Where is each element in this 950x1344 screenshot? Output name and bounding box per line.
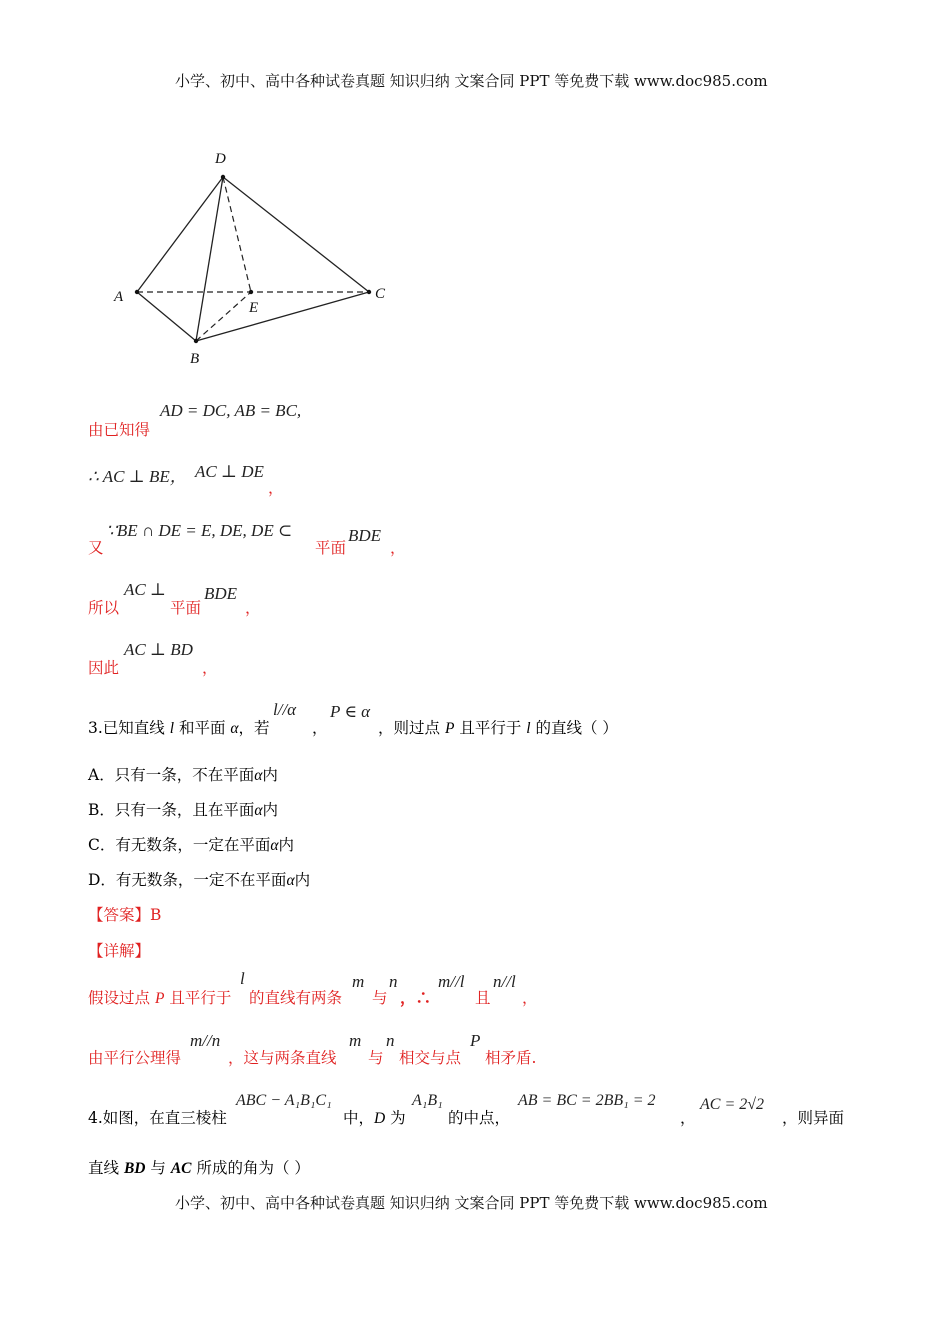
label-B: B [190, 351, 200, 367]
q3-sol1-part1 [88, 986, 231, 1008]
tetrahedron-figure [100, 145, 400, 370]
q3-option-a-tail: 内 [262, 766, 278, 784]
q3-sol1-t5: ，∴ [400, 988, 432, 1007]
edge-BC [196, 292, 369, 341]
proof-line4-math2: BDE [204, 584, 238, 603]
page-footer: 小学、初中、高中各种试卷真题 知识归纳 文案合同 PPT 等免费下载 www.doc985.com [175, 1194, 768, 1212]
q3-sol2-t2: ，这与两条直线 [228, 1049, 337, 1067]
proof-line4-text2: 平面 [170, 599, 202, 617]
q3-answer: 【答案】B [88, 906, 162, 924]
proof-line2-tail: ， [268, 479, 284, 497]
q4-segment: A₁B₁ [412, 1092, 443, 1109]
edge-DC [223, 177, 369, 292]
q4-t3: 为 [385, 1109, 406, 1127]
q4-prism: ABC − A₁B₁C₁ [236, 1092, 332, 1109]
q3-stem-f: 的直线（ ） [530, 719, 618, 737]
q4-t4: 的中点， [448, 1109, 511, 1127]
label-E: E [249, 300, 259, 316]
vertex-B [194, 339, 198, 343]
vertex-C [367, 290, 371, 294]
q3-sol1-t6: 且 [475, 989, 491, 1007]
q3-var-alpha: α [230, 720, 239, 737]
proof-line1-math: AD = DC, AB = BC, [160, 401, 302, 420]
edge-AB [137, 292, 196, 341]
q3-var-l2: l [526, 720, 531, 737]
proof-line3-text: 又 [88, 539, 104, 557]
q3-stem-b: 和平面 [174, 719, 231, 737]
q3-stem-a: 3.已知直线 [88, 719, 170, 737]
q3-stem-c: ，若 [238, 719, 270, 737]
q3-sol1-var-P: P [154, 990, 165, 1007]
proof-line1-text: 由已知得 [88, 421, 151, 439]
proof-line4-math: AC ⊥ [124, 580, 166, 599]
q3-option-d [88, 868, 310, 890]
q3-option-c-label: C．有无数条，一定在平面 [88, 836, 271, 854]
q3-sol2-var-P: P [470, 1031, 481, 1050]
q3-sol1-t1: 假设过点 [88, 989, 155, 1007]
q3-option-c-tail: 内 [278, 836, 295, 854]
edge-DE-dashed [223, 177, 251, 292]
q3-option-d-tail: 内 [294, 871, 311, 889]
proof-line5-math: AC ⊥ BD [124, 640, 193, 659]
q4-t2: 中， [343, 1109, 375, 1127]
vertex-A [135, 290, 139, 294]
proof-line3-math: ∵BE ∩ DE = E, DE, DE ⊂ [106, 521, 293, 540]
proof-line4-text: 所以 [88, 599, 120, 617]
q4-line2 [88, 1156, 310, 1178]
q3-sol1-var-n: n [389, 972, 398, 991]
q4-line2-AC: AC [170, 1160, 192, 1177]
label-A: A [114, 289, 124, 305]
q3-option-d-alpha: α [286, 872, 295, 889]
q3-var-P: P [444, 720, 455, 737]
q3-sol1-ml: m//l [438, 972, 465, 991]
label-C: C [375, 286, 386, 302]
proof-line4-tail: ， [245, 599, 261, 617]
q3-comma: ， [312, 719, 328, 737]
proof-line2-math2: AC ⊥ DE [195, 462, 264, 481]
q3-option-a [88, 763, 278, 785]
q3-var-l: l [169, 720, 175, 737]
q4-mid [343, 1106, 406, 1128]
page-header: 小学、初中、高中各种试卷真题 知识归纳 文案合同 PPT 等免费下载 www.doc985.com [175, 72, 768, 90]
q3-sol2-var-m: m [349, 1031, 362, 1050]
proof-line5-tail: ， [202, 659, 218, 677]
edge-DA [137, 177, 223, 292]
q4-t5: ， [680, 1109, 696, 1127]
proof-line2-math1: ∴ AC ⊥ BE， [88, 467, 187, 486]
q3-math1: l//α [273, 700, 297, 719]
q4-line2-t1: 直线 [88, 1159, 124, 1177]
proof-line5-text: 因此 [88, 659, 120, 677]
q4-eq2: AC = 2√2 [700, 1096, 765, 1113]
q3-option-b-tail: 内 [262, 801, 279, 819]
q3-sol1-t4: 与 [372, 989, 388, 1007]
q3-sol2-var-n: n [386, 1031, 395, 1050]
q4-t1: 4.如图，在直三棱柱 [88, 1109, 227, 1127]
q3-stem-e: 且平行于 [454, 719, 527, 737]
q3-sol2-t4: 相交与点 [399, 1049, 462, 1067]
proof-line3-math2: BDE [348, 526, 382, 545]
q3-sol2-mn: m//n [190, 1031, 221, 1050]
q3-option-d-label: D．有无数条，一定不在平面 [88, 871, 287, 889]
proof-line3-text2: 平面 [315, 539, 347, 557]
vertex-E [249, 290, 253, 294]
q3-option-b-alpha: α [254, 802, 263, 819]
q4-line2-t2: 与 [145, 1159, 171, 1177]
q3-sol1-t7: ， [522, 989, 538, 1007]
q3-detail-heading: 【详解】 [88, 942, 151, 960]
q3-stem-d: ，则过点 [378, 719, 445, 737]
q3-option-a-alpha: α [254, 767, 263, 784]
q3-option-b-label: B．只有一条，且在平面 [88, 801, 255, 819]
q3-option-c [88, 833, 294, 855]
q3-sol1-nl: n//l [493, 972, 516, 991]
label-D: D [215, 151, 226, 167]
q3-sol1-var-l: l [240, 969, 245, 988]
q3-sol1-t2: 且平行于 [164, 989, 232, 1007]
q3-sol1-var-m: m [352, 972, 365, 991]
q3-stem-rest [378, 716, 618, 738]
q3-math2: P ∈ α [330, 702, 371, 721]
q3-option-b [88, 798, 278, 820]
q4-line2-BD: BD [123, 1160, 146, 1177]
q3-stem [88, 716, 270, 738]
q3-option-a-label: A．只有一条，不在平面 [88, 766, 255, 784]
q3-sol2-t5: 相矛盾. [485, 1049, 537, 1067]
q4-var-D: D [374, 1110, 386, 1127]
q3-sol2-t3: 与 [368, 1049, 384, 1067]
q3-option-c-alpha: α [270, 837, 279, 854]
edge-DB [196, 177, 223, 341]
q4-line2-t3: 所成的角为（ ） [191, 1159, 310, 1177]
vertex-D [221, 175, 225, 179]
q3-sol1-t3: 的直线有两条 [249, 989, 343, 1007]
q3-sol2-t1: 由平行公理得 [88, 1049, 182, 1067]
q4-eq1: AB = BC = 2BB₁ = 2 [518, 1092, 656, 1109]
q4-t6: ，则异面 [782, 1109, 845, 1127]
proof-line3-tail: ， [390, 539, 406, 557]
